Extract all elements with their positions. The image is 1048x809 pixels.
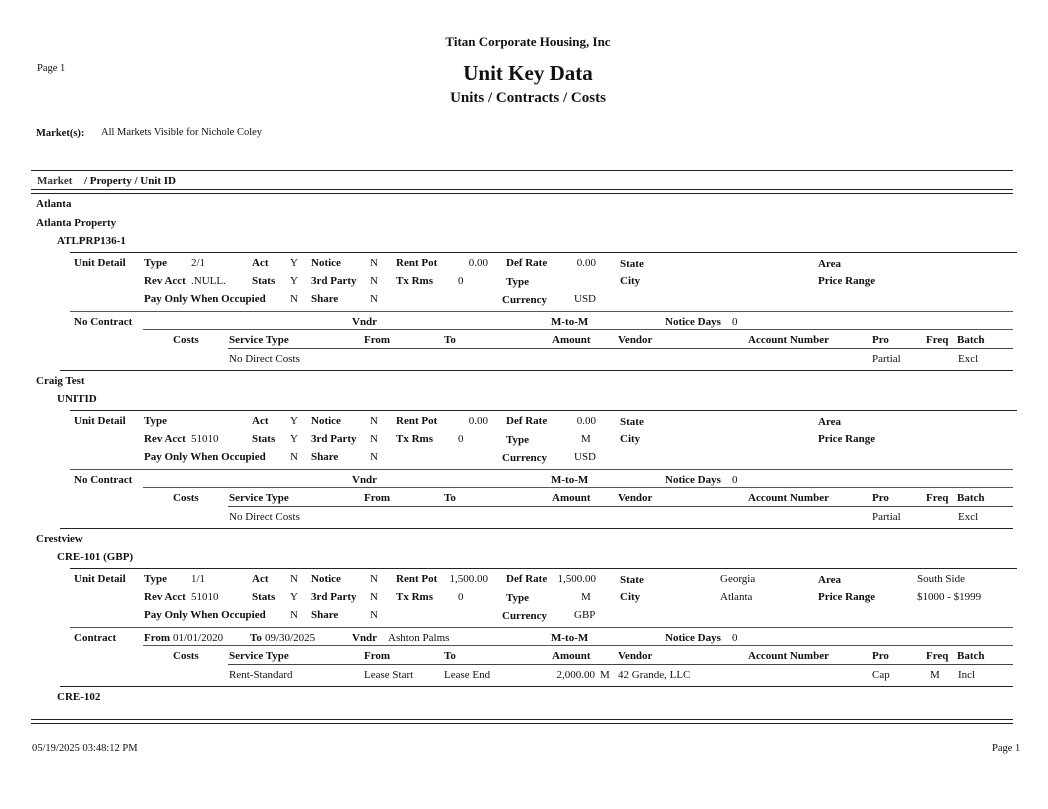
- account-number-header: Account Number: [748, 334, 829, 346]
- vndr-label: Vndr: [352, 316, 378, 328]
- notice-label: Notice: [311, 573, 341, 585]
- def-rate-label: Def Rate: [506, 573, 548, 585]
- cost-from-header: From: [364, 650, 391, 662]
- area-value: South Side: [917, 573, 965, 585]
- amount-header: Amount: [552, 492, 591, 504]
- act-label: Act: [252, 573, 269, 585]
- costs-rule: [143, 645, 1013, 646]
- account-number-header: Account Number: [748, 492, 829, 504]
- unit-id: CRE-101 (GBP): [57, 551, 134, 563]
- state-value: Georgia: [720, 573, 756, 585]
- cost-to-header: To: [444, 650, 456, 662]
- pay-only-label: Pay Only When Occupied: [144, 451, 266, 463]
- unit-detail-rule: [70, 568, 1017, 569]
- rev-acct-label: Rev Acct: [144, 591, 186, 603]
- property-name: Atlanta Property: [36, 217, 117, 229]
- cost-to: Lease End: [444, 669, 491, 681]
- contract-label: Contract: [74, 632, 117, 644]
- costs-label: Costs: [173, 492, 199, 504]
- freq-header: Freq: [926, 650, 949, 662]
- cost-batch: Excl: [958, 353, 979, 365]
- act-label: Act: [252, 257, 269, 269]
- currency-label: Currency: [502, 452, 548, 464]
- pay-only-value: N: [290, 451, 298, 463]
- m-to-m-label: M-to-M: [551, 474, 589, 486]
- unit-type-label: Type: [506, 434, 530, 446]
- costs-rule: [143, 487, 1013, 488]
- unit-bottom-rule: [60, 370, 1013, 371]
- type-value: 2/1: [191, 257, 206, 269]
- notice-days-label: Notice Days: [665, 474, 721, 486]
- costs-rule: [143, 329, 1013, 330]
- area-label: Area: [818, 416, 842, 428]
- pay-only-label: Pay Only When Occupied: [144, 609, 266, 621]
- state-label: State: [620, 258, 644, 270]
- cost-pro: Partial: [872, 511, 901, 523]
- type-label: Type: [144, 415, 168, 427]
- batch-header: Batch: [957, 650, 985, 662]
- cost-amount-freq: M: [600, 669, 610, 681]
- m-to-m-label: M-to-M: [551, 316, 589, 328]
- unit-detail-label: Unit Detail: [74, 573, 126, 585]
- stats-label: Stats: [252, 591, 276, 603]
- def-rate-label: Def Rate: [506, 257, 548, 269]
- cost-freq: M: [930, 669, 940, 681]
- share-label: Share: [311, 451, 339, 463]
- def-rate-value: 1,500.00: [557, 573, 596, 585]
- currency-label: Currency: [502, 294, 548, 306]
- city-label: City: [620, 275, 641, 287]
- price-range-value: $1000 - $1999: [917, 591, 982, 603]
- contract-rule: [70, 469, 1013, 470]
- tx-rms-value: 0: [458, 591, 464, 603]
- unit-detail-label: Unit Detail: [74, 415, 126, 427]
- type-value: 1/1: [191, 573, 206, 585]
- cost-to-header: To: [444, 334, 456, 346]
- notice-days-label: Notice Days: [665, 316, 721, 328]
- contract-from-label: From: [144, 632, 171, 644]
- service-type-header: Service Type: [229, 334, 289, 346]
- pro-header: Pro: [872, 650, 889, 662]
- contract-label: No Contract: [74, 474, 133, 486]
- stats-value: Y: [290, 591, 298, 603]
- rent-pot-label: Rent Pot: [396, 257, 438, 269]
- unit-type-value: M: [581, 433, 591, 445]
- act-value: N: [290, 573, 298, 585]
- area-label: Area: [818, 258, 842, 270]
- tx-rms-label: Tx Rms: [396, 591, 433, 603]
- notice-days-label: Notice Days: [665, 632, 721, 644]
- def-rate-value: 0.00: [576, 257, 596, 269]
- column-header-property-unit: / Property / Unit ID: [83, 175, 177, 187]
- unit-detail-rule: [70, 252, 1017, 253]
- rev-acct-value: .NULL.: [191, 275, 226, 287]
- costs-header-underline: [228, 348, 1013, 349]
- unit-bottom-rule: [60, 528, 1013, 529]
- rent-pot-value: 1,500.00: [449, 573, 488, 585]
- footer-rule-1: [31, 719, 1013, 720]
- def-rate-value: 0.00: [576, 415, 596, 427]
- city-label: City: [620, 433, 641, 445]
- stats-label: Stats: [252, 433, 276, 445]
- column-header-market: Market: [37, 175, 73, 187]
- unit-type-value: M: [581, 591, 591, 603]
- unit-type-label: Type: [506, 592, 530, 604]
- price-range-label: Price Range: [818, 591, 876, 603]
- unit-bottom-rule: [60, 686, 1013, 687]
- pro-header: Pro: [872, 492, 889, 504]
- rent-pot-value: 0.00: [468, 415, 488, 427]
- tx-rms-value: 0: [458, 433, 464, 445]
- stats-value: Y: [290, 275, 298, 287]
- account-number-header: Account Number: [748, 650, 829, 662]
- tx-rms-label: Tx Rms: [396, 433, 433, 445]
- cost-pro: Partial: [872, 353, 901, 365]
- contract-to-value: 09/30/2025: [265, 632, 316, 644]
- amount-header: Amount: [552, 650, 591, 662]
- currency-value: GBP: [574, 609, 596, 621]
- vndr-value: Ashton Palms: [388, 632, 450, 644]
- third-party-label: 3rd Party: [311, 591, 357, 603]
- vndr-label: Vndr: [352, 474, 378, 486]
- contract-rule: [70, 311, 1013, 312]
- notice-days-value: 0: [732, 632, 738, 644]
- market-name: Atlanta: [36, 198, 72, 210]
- act-value: Y: [290, 257, 298, 269]
- contract-rule: [70, 627, 1013, 628]
- rev-acct-value: 51010: [191, 433, 219, 445]
- cost-pro: Cap: [872, 669, 890, 681]
- batch-header: Batch: [957, 492, 985, 504]
- markets-value: All Markets Visible for Nichole Coley: [101, 127, 263, 138]
- notice-label: Notice: [311, 415, 341, 427]
- service-type: No Direct Costs: [229, 353, 300, 365]
- rev-acct-label: Rev Acct: [144, 275, 186, 287]
- footer-timestamp: 05/19/2025 03:48:12 PM: [32, 743, 138, 754]
- currency-value: USD: [574, 451, 597, 463]
- share-value: N: [370, 293, 378, 305]
- service-type-header: Service Type: [229, 650, 289, 662]
- pro-header: Pro: [872, 334, 889, 346]
- pay-only-value: N: [290, 293, 298, 305]
- contract-to-label: To: [250, 632, 262, 644]
- area-label: Area: [818, 574, 842, 586]
- currency-value: USD: [574, 293, 597, 305]
- unit-id-next: CRE-102: [57, 691, 101, 703]
- share-value: N: [370, 609, 378, 621]
- unit-detail-label: Unit Detail: [74, 257, 126, 269]
- pay-only-label: Pay Only When Occupied: [144, 293, 266, 305]
- third-party-value: N: [370, 433, 378, 445]
- vndr-label: Vndr: [352, 632, 378, 644]
- unit-id: ATLPRP136-1: [57, 235, 126, 247]
- cost-from-header: From: [364, 334, 391, 346]
- act-label: Act: [252, 415, 269, 427]
- rent-pot-label: Rent Pot: [396, 573, 438, 585]
- costs-label: Costs: [173, 650, 199, 662]
- tx-rms-label: Tx Rms: [396, 275, 433, 287]
- share-label: Share: [311, 609, 339, 621]
- service-type-header: Service Type: [229, 492, 289, 504]
- unit-type-label: Type: [506, 276, 530, 288]
- city-value: Atlanta: [720, 591, 753, 603]
- rev-acct-value: 51010: [191, 591, 219, 603]
- vendor-header: Vendor: [618, 492, 653, 504]
- batch-header: Batch: [957, 334, 985, 346]
- def-rate-label: Def Rate: [506, 415, 548, 427]
- footer-rule-2: [31, 723, 1013, 724]
- header-bottom-rule-1: [31, 189, 1013, 190]
- city-label: City: [620, 591, 641, 603]
- unit-detail-rule: [70, 410, 1017, 411]
- service-type: No Direct Costs: [229, 511, 300, 523]
- type-label: Type: [144, 573, 168, 585]
- third-party-value: N: [370, 591, 378, 603]
- contract-label: No Contract: [74, 316, 133, 328]
- costs-header-underline: [228, 664, 1013, 665]
- pay-only-value: N: [290, 609, 298, 621]
- cost-to-header: To: [444, 492, 456, 504]
- stats-value: Y: [290, 433, 298, 445]
- m-to-m-label: M-to-M: [551, 632, 589, 644]
- property-name: Crestview: [36, 533, 83, 545]
- report-title: Unit Key Data: [463, 61, 593, 85]
- third-party-value: N: [370, 275, 378, 287]
- cost-batch: Incl: [958, 669, 976, 681]
- vendor-header: Vendor: [618, 650, 653, 662]
- header-top-rule: [31, 170, 1013, 171]
- notice-days-value: 0: [732, 474, 738, 486]
- markets-label: Market(s):: [36, 128, 85, 139]
- service-type: Rent-Standard: [229, 669, 293, 681]
- cost-from: Lease Start: [364, 669, 414, 681]
- contract-from-value: 01/01/2020: [173, 632, 224, 644]
- cost-vendor: 42 Grande, LLC: [618, 669, 691, 681]
- freq-header: Freq: [926, 334, 949, 346]
- state-label: State: [620, 416, 644, 428]
- header-bottom-rule-2: [31, 193, 1013, 194]
- freq-header: Freq: [926, 492, 949, 504]
- costs-header-underline: [228, 506, 1013, 507]
- cost-batch: Excl: [958, 511, 979, 523]
- cost-from-header: From: [364, 492, 391, 504]
- footer-page-number: Page 1: [992, 743, 1021, 754]
- share-label: Share: [311, 293, 339, 305]
- notice-label: Notice: [311, 257, 341, 269]
- notice-value: N: [370, 573, 378, 585]
- report-subtitle: Units / Contracts / Costs: [450, 90, 606, 106]
- notice-value: N: [370, 415, 378, 427]
- vendor-header: Vendor: [618, 334, 653, 346]
- stats-label: Stats: [252, 275, 276, 287]
- type-label: Type: [144, 257, 168, 269]
- notice-value: N: [370, 257, 378, 269]
- currency-label: Currency: [502, 610, 548, 622]
- unit-id: UNITID: [57, 393, 97, 405]
- rent-pot-value: 0.00: [468, 257, 488, 269]
- amount-header: Amount: [552, 334, 591, 346]
- state-label: State: [620, 574, 644, 586]
- share-value: N: [370, 451, 378, 463]
- notice-days-value: 0: [732, 316, 738, 328]
- price-range-label: Price Range: [818, 433, 876, 445]
- property-name: Craig Test: [36, 375, 85, 387]
- act-value: Y: [290, 415, 298, 427]
- tx-rms-value: 0: [458, 275, 464, 287]
- page-number-top: Page 1: [37, 63, 66, 74]
- third-party-label: 3rd Party: [311, 433, 357, 445]
- cost-amount: 2,000.00: [556, 669, 595, 681]
- costs-label: Costs: [173, 334, 199, 346]
- rent-pot-label: Rent Pot: [396, 415, 438, 427]
- price-range-label: Price Range: [818, 275, 876, 287]
- third-party-label: 3rd Party: [311, 275, 357, 287]
- rev-acct-label: Rev Acct: [144, 433, 186, 445]
- company-name: Titan Corporate Housing, Inc: [445, 34, 611, 49]
- column-header: [37, 175, 176, 187]
